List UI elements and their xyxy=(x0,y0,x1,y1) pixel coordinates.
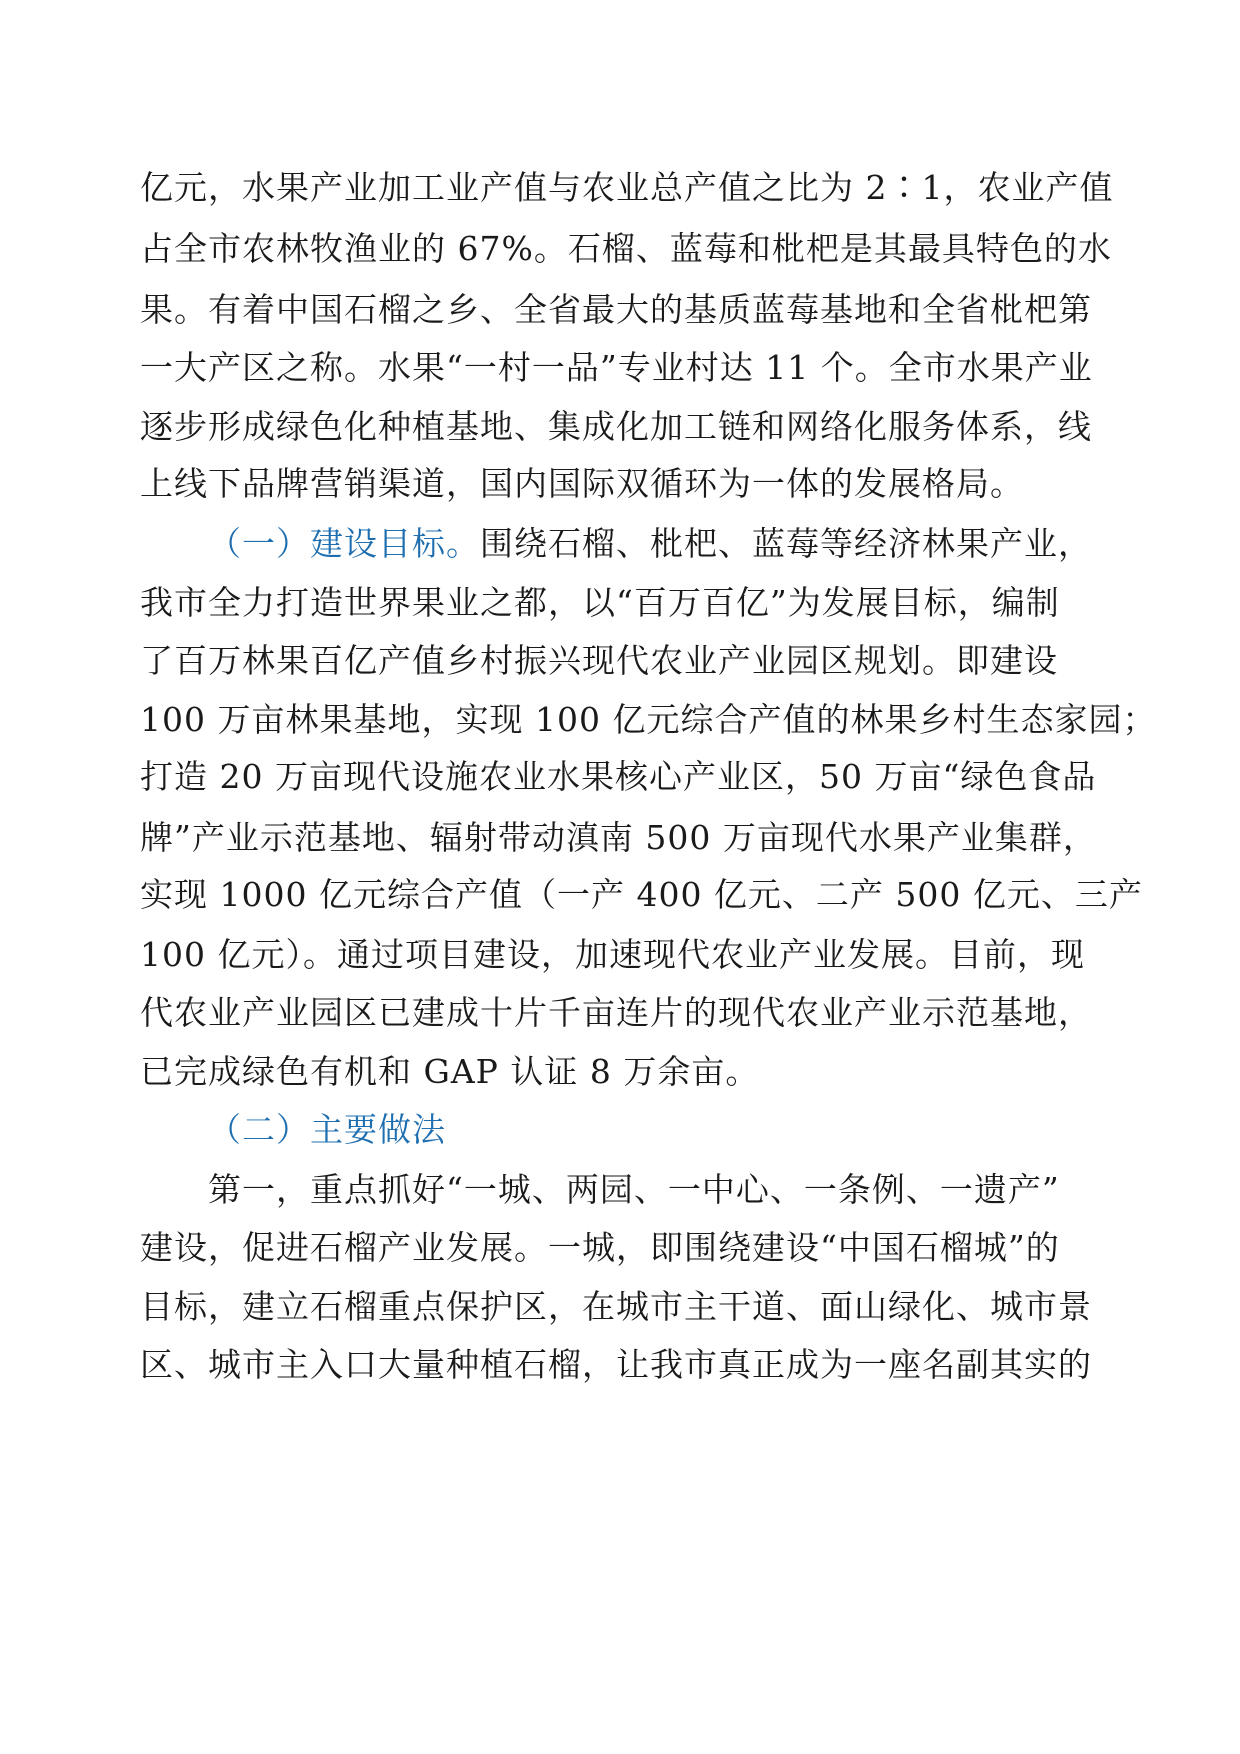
paragraph-line: 一大产区之称。水果“一村一品”专业村达 11 个。全市水果产业 xyxy=(140,348,1093,387)
paragraph-line: 目标，建立石榴重点保护区，在城市主干道、面山绿化、城市景 xyxy=(140,1287,1092,1326)
paragraph-line: 逐步形成绿色化种植基地、集成化加工链和网络化服务体系，线 xyxy=(140,407,1092,446)
paragraph-line: 打造 20 万亩现代设施农业水果核心产业区，50 万亩“绿色食品 xyxy=(140,757,1097,796)
paragraph-line: 实现 1000 亿元综合产值（一产 400 亿元、二产 500 亿元、三产 xyxy=(140,875,1143,914)
paragraph-line: 牌”产业示范基地、辐射带动滇南 500 万亩现代水果产业集群， xyxy=(140,818,1097,857)
paragraph-line: 了百万林果百亿产值乡村振兴现代农业产业园区规划。即建设 xyxy=(140,641,1058,680)
section-heading-line xyxy=(208,524,1240,564)
paragraph-line: 100 亿元）。通过项目建设，加速现代农业产业发展。目前，现 xyxy=(140,935,1085,974)
paragraph-line: 果。有着中国石榴之乡、全省最大的基质蓝莓基地和全省枇杷第 xyxy=(140,290,1092,329)
paragraph-line: 100 万亩林果基地，实现 100 亿元综合产值的林果乡村生态家园； xyxy=(140,700,1157,739)
paragraph-line: 建设，促进石榴产业发展。一城，即围绕建设“中国石榴城”的 xyxy=(140,1228,1060,1267)
paragraph-line: 占全市农林牧渔业的 67%。石榴、蓝莓和枇杷是其最具特色的水 xyxy=(140,229,1112,268)
paragraph-line: 上线下品牌营销渠道，国内国际双循环为一体的发展格局。 xyxy=(140,464,1024,503)
section1-first-line: 围绕石榴、枇杷、蓝莓等经济林果产业， xyxy=(480,524,1092,563)
paragraph-line: 我市全力打造世界果业之都，以“百万百亿”为发展目标，编制 xyxy=(140,583,1060,622)
paragraph-line: 第一，重点抓好“一城、两园、一中心、一条例、一遗产” xyxy=(208,1170,1060,1209)
section1-heading: （一）建设目标。 xyxy=(208,524,480,563)
paragraph-line: 区、城市主入口大量种植石榴，让我市真正成为一座名副其实的 xyxy=(140,1345,1092,1384)
section2-heading: （二）主要做法 xyxy=(208,1110,446,1149)
paragraph-line: 已完成绿色有机和 GAP 认证 8 万余亩。 xyxy=(140,1052,760,1091)
paragraph-line: 代农业产业园区已建成十片千亩连片的现代农业产业示范基地， xyxy=(140,993,1092,1032)
paragraph-line: 亿元，水果产业加工业产值与农业总产值之比为 2∶1，农业产值 xyxy=(140,168,1114,207)
